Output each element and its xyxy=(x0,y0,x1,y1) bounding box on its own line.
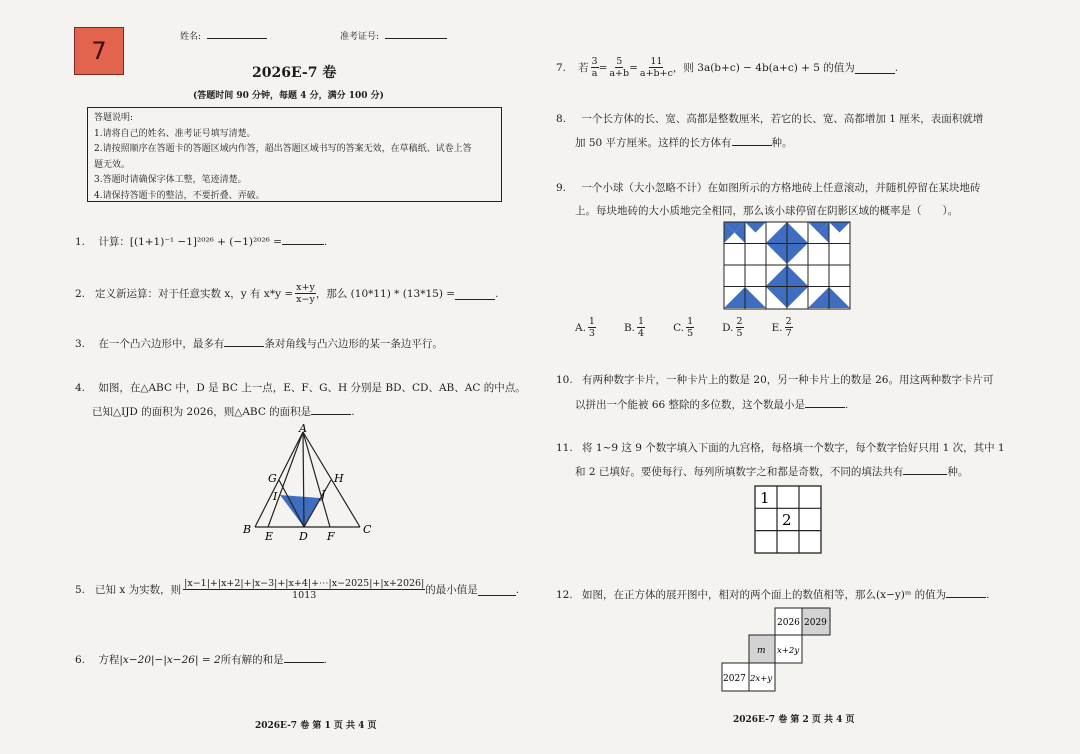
choice-e[interactable] xyxy=(772,316,793,339)
instruction-item: 1.请将自己的姓名、准考证号填写清楚。 xyxy=(94,128,256,139)
question-2: 2. 定义新运算：对于任意实数 x，y 有 x*y = $\frac{x+y}{x-y}$ ，那么 (10*11) * (13*15) = . xyxy=(75,282,499,305)
answer-blank xyxy=(282,233,324,245)
exam-subtitle: (答题时间 90 分钟，每题 4 分，满分 100 分) xyxy=(193,91,384,101)
triangle-figure xyxy=(235,422,375,542)
fraction-denominator: 5 xyxy=(736,328,743,339)
fraction xyxy=(183,578,425,601)
paper-number-badge: 7 xyxy=(74,27,124,75)
fraction-numerator: 5 xyxy=(616,56,623,67)
question-number: 8. xyxy=(556,113,567,125)
equation: |x−20|−|x−26| = 2 xyxy=(119,654,221,666)
question-3 xyxy=(75,335,443,351)
question-4-line2: 已知△IJD 的面积为 2026，则△ABC 的面积是 . xyxy=(92,403,355,419)
question-10-line2: 以拼出一个能被 66 整除的多位数，这个数最小是 . xyxy=(575,396,848,412)
question-text: 种。 xyxy=(771,137,793,149)
answer-blank xyxy=(732,134,772,146)
question-text: 一个小球（大小忽略不计）在如图所示的方格地砖上任意滚动，并随机停留在某块地砖 xyxy=(581,182,981,194)
answer-blank xyxy=(284,651,324,663)
question-4 xyxy=(75,380,526,395)
fraction xyxy=(588,316,596,339)
cube-net-figure xyxy=(720,606,834,692)
fraction-numerator: 2 xyxy=(785,316,792,327)
question-text: 如图，在△ABC 中，D 是 BC 上一点，E、F、G、H 分别是 BD、CD、AB、AC 的中点。 xyxy=(98,382,526,394)
question-number: 6. xyxy=(75,654,86,666)
fraction-numerator: 1 xyxy=(687,316,694,327)
question-text: 和 2 已填好。要使每行、每列所填数字之和都是奇数，不同的填法共有 xyxy=(575,466,904,478)
tile-grid-figure xyxy=(723,221,851,310)
net-cell-text: m xyxy=(757,646,766,656)
question-text: 在一个凸六边形中，最多有 xyxy=(98,338,225,350)
label-a: A xyxy=(299,422,307,435)
fraction-numerator: |x−1|+|x+2|+|x−3|+|x+4|+⋯|x−2025|+|x+2026| xyxy=(184,578,425,589)
question-text: 若 xyxy=(578,62,589,74)
question-number: 3. xyxy=(75,338,86,350)
nine-grid-figure xyxy=(754,485,822,554)
question-number: 1. xyxy=(75,236,86,248)
fraction-denominator: a+b+c xyxy=(639,68,673,79)
fraction-denominator: 5 xyxy=(687,328,694,339)
fraction-numerator: 2 xyxy=(736,316,743,327)
answer-blank xyxy=(478,584,516,596)
choice-b[interactable] xyxy=(624,316,645,339)
question-text: 已知 x 为实数，则 xyxy=(95,584,182,596)
question-text: 计算：[(1+1)⁻¹ −1]²⁰²⁶ + (−1)²⁰²⁶ = xyxy=(98,236,282,248)
fraction-denominator: x−y xyxy=(296,294,315,305)
instruction-item: 2.请按照顺序在答题卡的答题区域内作答，超出答题区域书写的答案无效，在草稿纸、试卷上答 xyxy=(94,144,472,154)
fraction-numerator: 1 xyxy=(638,316,645,327)
name-label: 姓名: xyxy=(180,32,202,42)
question-number: 10. xyxy=(556,374,573,386)
choice-d[interactable] xyxy=(722,316,743,339)
question-number: 9. xyxy=(556,182,567,194)
page-footer-left: 2026E-7 卷 第 1 页 共 4 页 xyxy=(255,721,377,731)
question-text: 如图，在正方体的展开图中，相对的两个面上的数值相等，那么(x−y)ᵐ 的值为 xyxy=(582,589,947,601)
instruction-item: 3.答题时请确保字体工整，笔迹清楚。 xyxy=(94,175,247,185)
instructions-box xyxy=(87,107,502,202)
id-blank xyxy=(385,27,447,39)
page-footer-right: 2026E-7 卷 第 2 页 共 4 页 xyxy=(733,715,855,725)
name-field xyxy=(180,27,267,42)
answer-blank xyxy=(946,586,986,598)
fraction-denominator: a+b xyxy=(609,68,630,79)
question-text: 一个长方体的长、宽、高都是整数厘米，若它的长、宽、高都增加 1 厘米，表面积就增 xyxy=(581,113,984,125)
instruction-item: 题无效。 xyxy=(94,159,131,170)
fraction-denominator: a xyxy=(591,68,598,79)
label-b: B xyxy=(243,523,252,536)
fraction xyxy=(736,316,744,339)
label-d: D xyxy=(299,530,308,542)
question-8-line2 xyxy=(575,134,793,150)
fraction xyxy=(295,282,316,305)
exam-title: 2026E-7 卷 xyxy=(252,65,337,81)
question-text: 方程 xyxy=(98,654,120,666)
question-number: 12. xyxy=(556,589,573,601)
choice-label: E. xyxy=(771,321,783,334)
question-text: 已知△IJD 的面积为 2026，则△ABC 的面积是 xyxy=(92,406,312,418)
choice-a[interactable] xyxy=(575,316,596,339)
fraction-numerator: 1 xyxy=(588,316,595,327)
question-8 xyxy=(556,111,983,126)
answer-blank xyxy=(855,62,895,74)
question-5: 5. 已知 x 为实数，则 $\frac{|x-1|+|x+2|+|x-3|+|x+4|+\cdots|x-2025|+|x+2026|}{1013}$ 的最小值是 . xyxy=(75,578,520,601)
net-cell-text: x+2y xyxy=(777,646,800,656)
fraction-denominator: 4 xyxy=(638,328,645,339)
question-7: 7. 若 $\frac{3}{a}$ = $\frac{5}{a+b}$ = $\frac{11}{a+b+c}$ ，则 3a(b+c) − 4b(a+c) + 5 的值为 . xyxy=(556,56,899,79)
label-g: G xyxy=(268,472,277,485)
net-cell-text: 2026 xyxy=(777,618,800,628)
answer-blank xyxy=(805,396,845,408)
q9-choices xyxy=(575,316,793,339)
question-text: 条对角线与凸六边形的某一条边平行。 xyxy=(264,338,443,350)
id-field xyxy=(340,27,447,42)
question-6: 6. 方程|x−20|−|x−26| = 2所有解的和是 . xyxy=(75,651,327,667)
question-10 xyxy=(556,372,993,387)
choice-label: D. xyxy=(722,321,734,334)
label-e: E xyxy=(265,530,274,542)
question-number: 7. xyxy=(556,61,567,74)
question-text: 上。每块地砖的大小质地完全相同，那么该小球停留在阴影区域的概率是（ ）。 xyxy=(575,205,959,217)
question-1: 1. 计算：[(1+1)⁻¹ −1]²⁰²⁶ + (−1)²⁰²⁶ = . xyxy=(75,233,327,249)
question-text: 所有解的和是 xyxy=(220,654,284,666)
label-j: J xyxy=(321,488,326,501)
question-9 xyxy=(556,180,980,195)
label-h: H xyxy=(334,472,344,485)
question-12: 12. 如图，在正方体的展开图中，相对的两个面上的数值相等，那么(x−y)ᵐ 的值为 . xyxy=(556,586,990,602)
instruction-item: 4.请保持答题卡的整洁，不要折叠、弄破。 xyxy=(94,190,265,201)
fraction-denominator: 7 xyxy=(785,328,792,339)
question-text: ，则 3a(b+c) − 4b(a+c) + 5 的值为 xyxy=(672,62,855,74)
answer-blank xyxy=(903,463,947,475)
question-number: 5. xyxy=(75,583,86,596)
fraction-numerator: 3 xyxy=(591,56,598,67)
fraction xyxy=(686,316,694,339)
fraction xyxy=(609,56,629,79)
cell-value-2: 2 xyxy=(782,511,792,529)
fraction-denominator: 1013 xyxy=(292,590,317,601)
fraction-numerator: 11 xyxy=(650,56,663,67)
choice-c[interactable] xyxy=(673,316,694,339)
answer-blank xyxy=(311,403,351,415)
question-text: 种。 xyxy=(947,466,969,478)
shaded-triangle-ijd xyxy=(280,495,320,527)
fraction-denominator: 3 xyxy=(588,328,595,339)
name-blank xyxy=(207,27,267,39)
fraction xyxy=(785,316,793,339)
question-9-line2 xyxy=(575,203,958,218)
fraction xyxy=(640,56,673,79)
label-c: C xyxy=(363,523,372,536)
choice-label: A. xyxy=(575,321,586,334)
choice-label: B. xyxy=(623,321,636,334)
question-text: 的最小值是 xyxy=(425,584,478,596)
net-cell-text: 2x+y xyxy=(750,674,773,684)
cell-value-1: 1 xyxy=(760,489,770,507)
question-11-line2 xyxy=(575,463,968,479)
net-cell-text: 2027 xyxy=(723,674,746,684)
question-text: 定义新运算：对于任意实数 x，y 有 x*y = xyxy=(95,288,294,300)
question-text: 将 1~9 这 9 个数字填入下面的九宫格，每格填一个数字，每个数字恰好只用 1 次，其中 1 xyxy=(582,442,1005,454)
question-number: 11. xyxy=(556,442,573,454)
fraction xyxy=(637,316,645,339)
question-text: 以拼出一个能被 66 整除的多位数，这个数最小是 xyxy=(575,399,806,411)
answer-blank xyxy=(455,288,495,300)
choice-label: C. xyxy=(673,321,685,334)
question-text: 有两种数字卡片，一种卡片上的数是 20，另一种卡片上的数是 26。用这两种数字卡片可 xyxy=(582,374,994,386)
fraction xyxy=(591,56,599,79)
answer-blank xyxy=(224,335,264,347)
question-number: 4. xyxy=(75,382,86,394)
fraction-numerator: x+y xyxy=(296,282,315,293)
label-i: I xyxy=(273,490,278,503)
question-text: 加 50 平方厘米。这样的长方体有 xyxy=(575,137,732,149)
question-number: 2. xyxy=(75,287,86,300)
label-f: F xyxy=(327,530,335,542)
instructions-heading: 答题说明: xyxy=(94,113,134,123)
question-text: ，那么 (10*11) * (13*15) = xyxy=(315,288,456,300)
id-label: 准考证号: xyxy=(340,32,380,42)
question-11 xyxy=(556,440,1005,455)
net-cell-text: 2029 xyxy=(804,618,827,628)
